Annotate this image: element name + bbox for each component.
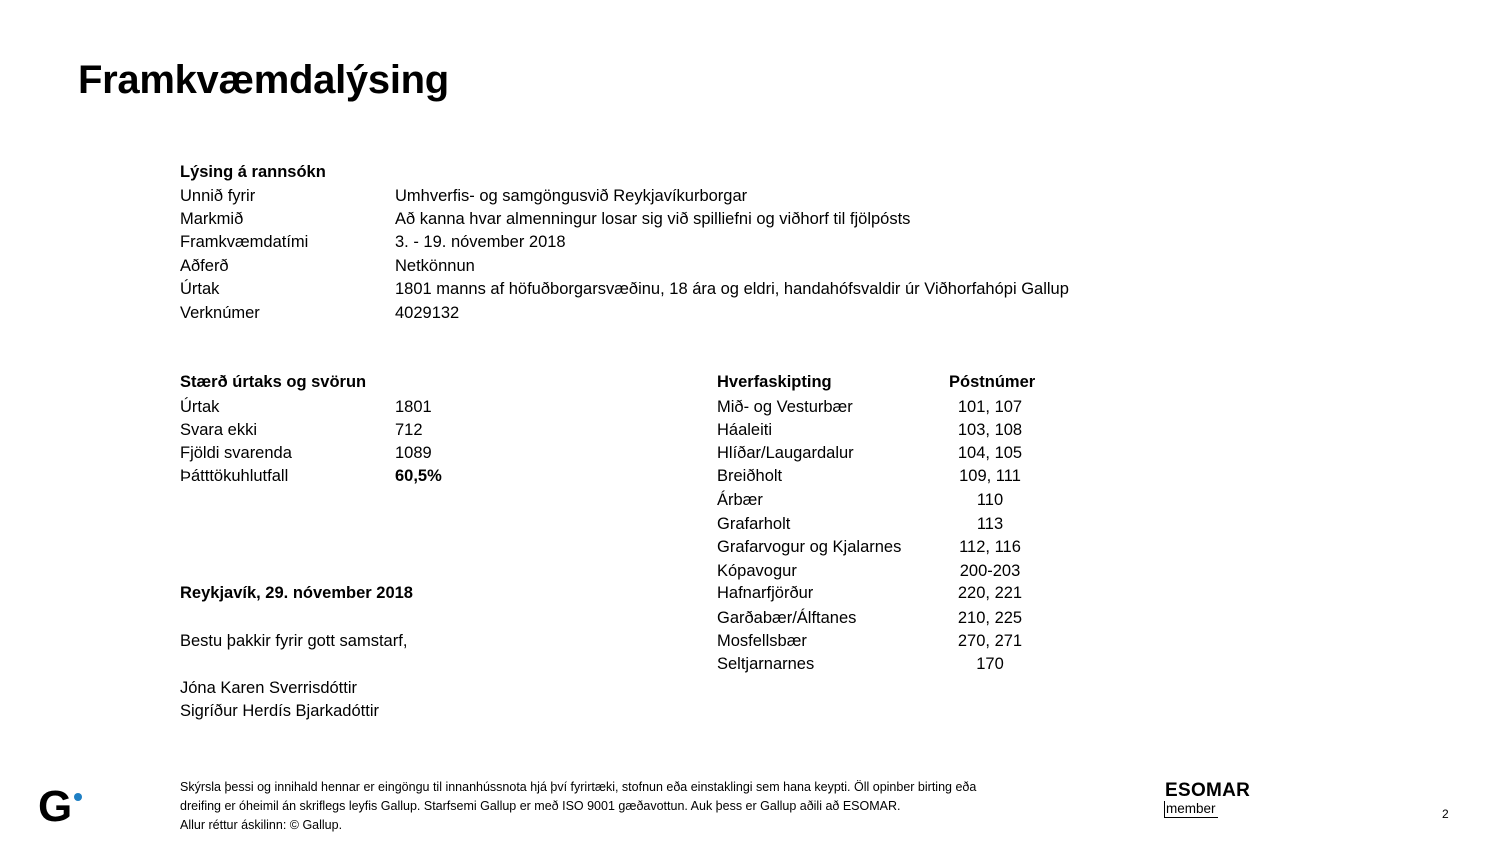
thanks-text: Bestu þakkir fyrir gott samstarf, (180, 632, 408, 650)
footer-line: dreifing er óheimil án skriflegs leyfis Gallup. Starfsemi Gallup er með ISO 9001 gæðavottun. Auk þess er Gallup aðili að ESOMAR. (180, 799, 901, 813)
district-name: Grafarholt (717, 515, 791, 533)
sample-value: 1089 (395, 444, 432, 462)
research-label: Unnið fyrir (180, 187, 256, 205)
sample-label: Þátttökuhlutfall (180, 467, 289, 485)
sample-label: Svara ekki (180, 421, 258, 439)
research-label: Markmið (180, 210, 244, 228)
district-name: Hlíðar/Laugardalur (717, 444, 854, 462)
research-label: Úrtak (180, 280, 220, 298)
district-postcode: 200-203 (959, 562, 1021, 580)
district-name: Háaleiti (717, 421, 773, 439)
place-date: Reykjavík, 29. nóvember 2018 (180, 584, 413, 602)
district-name: Garðabær/Álftanes (717, 609, 857, 627)
district-postcode: 270, 271 (957, 632, 1023, 650)
page-title: Framkvæmdalýsing (78, 58, 449, 102)
district-name: Mið- og Vesturbær (717, 398, 853, 416)
research-value: 4029132 (395, 304, 460, 322)
footer-line: Allur réttur áskilinn: © Gallup. (180, 818, 343, 832)
district-postcode: 109, 111 (959, 467, 1021, 485)
sample-label: Úrtak (180, 398, 220, 416)
district-postcode: 103, 108 (957, 421, 1023, 439)
district-name: Hafnarfjörður (717, 584, 814, 602)
signatory: Jóna Karen Sverrisdóttir (180, 679, 357, 697)
district-name: Árbær (717, 491, 763, 509)
signatory: Sigríður Herdís Bjarkadóttir (180, 702, 379, 720)
district-name: Grafarvogur og Kjalarnes (717, 538, 902, 556)
district-postcode: 210, 225 (957, 609, 1023, 627)
research-label: Verknúmer (180, 304, 260, 322)
district-name: Breiðholt (717, 467, 783, 485)
sample-value: 1801 (395, 398, 432, 416)
response-rate-value: 60,5% (395, 467, 442, 485)
research-value: 1801 manns af höfuðborgarsvæðinu, 18 ára og eldri, handahófsvaldir úr Viðhorfahópi Gallup (395, 280, 1069, 298)
postcode-heading: Póstnúmer (949, 373, 1036, 391)
district-heading: Hverfaskipting (717, 373, 832, 391)
gallup-logo-dot-icon (74, 793, 82, 801)
research-label: Aðferð (180, 257, 229, 275)
research-value: Netkönnun (395, 257, 475, 275)
esomar-logo: ESOMAR (1165, 780, 1251, 801)
district-postcode: 220, 221 (957, 584, 1023, 602)
sample-heading: Stærð úrtaks og svörun (180, 373, 367, 391)
page-number: 2 (1442, 807, 1449, 821)
research-value: 3. - 19. nóvember 2018 (395, 233, 566, 251)
district-postcode: 104, 105 (957, 444, 1023, 462)
district-postcode: 170 (976, 655, 1004, 673)
district-postcode: 112, 116 (959, 538, 1021, 556)
research-value: Umhverfis- og samgöngusvið Reykjavíkurborgar (395, 187, 748, 205)
research-value: Að kanna hvar almenningur losar sig við spilliefni og viðhorf til fjölpósts (395, 210, 911, 228)
sample-value: 712 (395, 421, 423, 439)
district-postcode: 101, 107 (957, 398, 1023, 416)
esomar-member-label: member (1166, 801, 1216, 816)
district-name: Kópavogur (717, 562, 797, 580)
gallup-logo: G (38, 782, 73, 831)
footer-line: Skýrsla þessi og innihald hennar er eingöngu til innanhússnota hjá því fyrirtæki, stofnun eða einstaklingi sem hana keypti. Öll opinber birting eða (180, 780, 977, 794)
footer-disclaimer (180, 778, 976, 835)
district-postcode: 113 (976, 515, 1004, 533)
district-postcode: 110 (976, 491, 1004, 509)
sample-label: Fjöldi svarenda (180, 444, 292, 462)
research-label: Framkvæmdatími (180, 233, 309, 251)
research-heading: Lýsing á rannsókn (180, 163, 326, 181)
district-name: Seltjarnarnes (717, 655, 815, 673)
district-name: Mosfellsbær (717, 632, 807, 650)
